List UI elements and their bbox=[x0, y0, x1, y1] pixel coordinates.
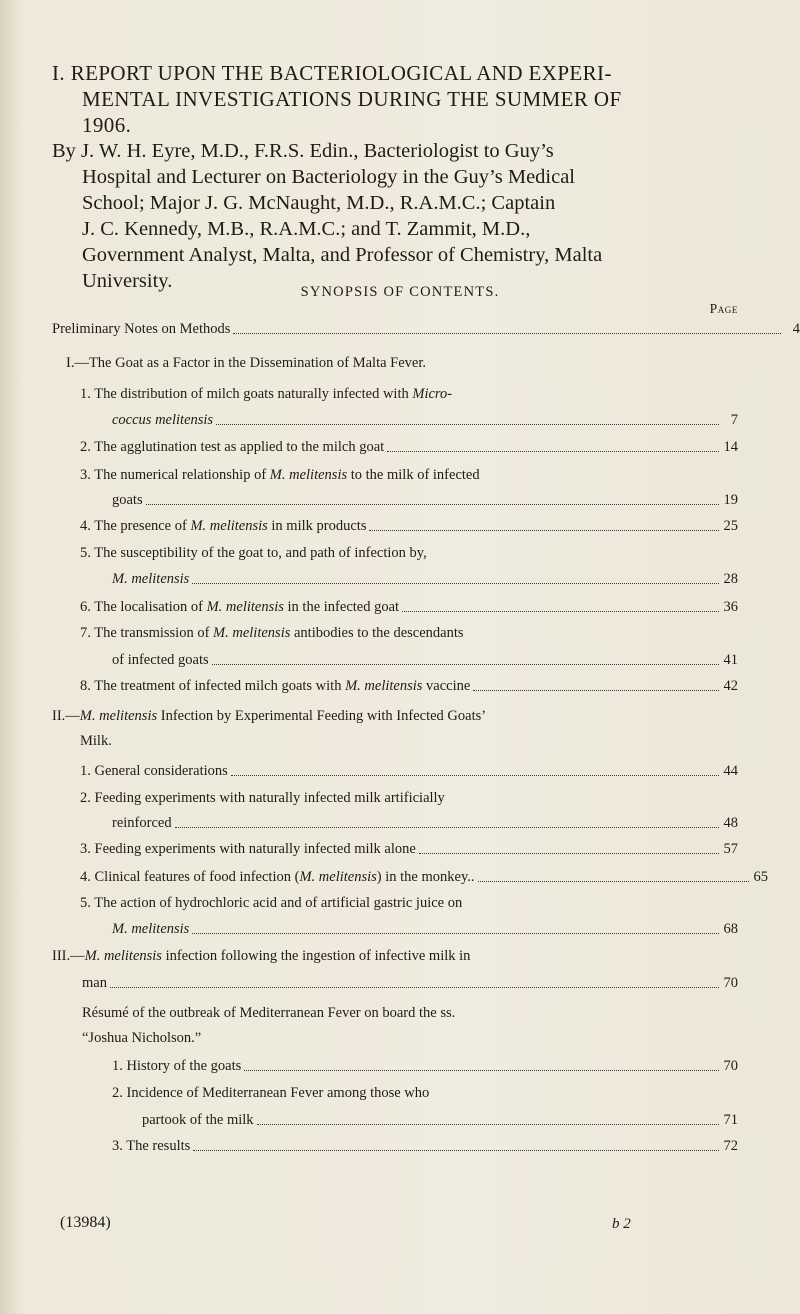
toc-page-number: 48 bbox=[723, 815, 738, 831]
toc-entry-label: 5. The susceptibility of the goat to, and path of infection by, bbox=[80, 545, 427, 561]
toc-page-number: 28 bbox=[723, 571, 738, 587]
byline-line: School; Major J. G. McNaught, M.D., R.A.M.C.; Captain bbox=[82, 192, 556, 214]
toc-entry-label: “Joshua Nicholson.” bbox=[82, 1030, 202, 1046]
authors-byline bbox=[52, 138, 764, 294]
toc-entry-label: 6. The localisation of M. melitensis in the infected goat bbox=[80, 599, 400, 615]
toc-entry bbox=[82, 1004, 455, 1022]
toc-entry-label: partook of the milk bbox=[142, 1112, 254, 1128]
toc-entry-label: 1. The distribution of milch goats naturally infected with Micro- bbox=[80, 386, 453, 402]
toc-entry bbox=[80, 732, 112, 750]
toc-entry bbox=[80, 677, 738, 695]
synopsis-heading: SYNOPSIS OF CONTENTS. bbox=[300, 284, 500, 300]
toc-entry bbox=[82, 1029, 201, 1047]
byline-line: University. bbox=[82, 270, 173, 292]
toc-entry-label: M. melitensis bbox=[112, 571, 190, 587]
signature-mark: b 2 bbox=[612, 1216, 631, 1232]
toc-entry-label: III.—M. melitensis infection following the ingestion of infective milk in bbox=[52, 948, 471, 964]
title-line: I. REPORT UPON THE BACTERIOLOGICAL AND EXPERI- bbox=[52, 61, 612, 85]
toc-entry bbox=[112, 570, 738, 588]
toc-entry-label: 4. The presence of M. melitensis in milk products bbox=[80, 518, 367, 534]
byline-line: J. C. Kennedy, M.B., R.A.M.C.; and T. Zammit, M.D., bbox=[82, 218, 531, 240]
toc-entry-label: coccus melitensis bbox=[112, 412, 214, 428]
toc-page-number: 14 bbox=[723, 439, 738, 455]
toc-entry bbox=[80, 894, 462, 912]
toc-entry-label: 8. The treatment of infected milch goats with M. melitensis vaccine bbox=[80, 678, 471, 694]
dot-leader bbox=[193, 1150, 719, 1151]
byline-line: Hospital and Lecturer on Bacteriology in the Guy’s Medical bbox=[82, 166, 576, 188]
print-code: (13984) bbox=[60, 1214, 111, 1231]
toc-entry bbox=[112, 1084, 429, 1102]
toc-entry bbox=[80, 517, 738, 535]
toc-page-number: 7 bbox=[730, 412, 738, 428]
byline-line: By J. W. H. Eyre, M.D., F.R.S. Edin., Bacteriologist to Guy’s bbox=[52, 140, 554, 162]
toc-page-number: 36 bbox=[723, 599, 738, 615]
toc-entry bbox=[52, 707, 486, 725]
toc-entry-label: I.—The Goat as a Factor in the Dissemination of Malta Fever. bbox=[66, 355, 426, 371]
toc-entry bbox=[82, 974, 738, 992]
toc-entry bbox=[80, 840, 738, 858]
toc-entry bbox=[112, 651, 738, 669]
toc-entry-label: goats bbox=[112, 492, 143, 508]
toc-entry bbox=[80, 868, 768, 886]
toc-entry-label: 1. History of the goats bbox=[112, 1058, 242, 1074]
toc-page-number: 68 bbox=[723, 921, 738, 937]
toc-entry bbox=[52, 947, 470, 965]
dot-leader bbox=[402, 611, 719, 612]
toc-entry bbox=[112, 411, 738, 429]
toc-entry bbox=[80, 789, 445, 807]
toc-entry-label: of infected goats bbox=[112, 652, 209, 668]
toc-entry bbox=[80, 438, 738, 456]
dot-leader bbox=[419, 853, 719, 854]
toc-entry-label: M. melitensis bbox=[112, 921, 190, 937]
toc-entry-label: 4. Clinical features of food infection (M. melitensis) in the monkey.. bbox=[80, 869, 475, 885]
toc-page-number: 19 bbox=[723, 492, 738, 508]
toc-entry bbox=[80, 762, 738, 780]
toc-entry bbox=[80, 598, 738, 616]
dot-leader bbox=[473, 690, 719, 691]
dot-leader bbox=[212, 664, 719, 665]
toc-entry-label: 7. The transmission of M. melitensis antibodies to the descendants bbox=[80, 625, 464, 641]
dot-leader bbox=[233, 333, 781, 334]
toc-entry bbox=[112, 491, 738, 509]
toc-entry-label: 1. General considerations bbox=[80, 763, 228, 779]
title-line: MENTAL INVESTIGATIONS DURING THE SUMMER OF bbox=[82, 87, 622, 111]
toc-entry bbox=[112, 1137, 738, 1155]
toc-page-number: 44 bbox=[723, 763, 738, 779]
toc-entry bbox=[52, 320, 800, 338]
toc-page-number: 72 bbox=[723, 1138, 738, 1154]
dot-leader bbox=[175, 827, 719, 828]
toc-entry-label: Résumé of the outbreak of Mediterranean Fever on board the ss. bbox=[82, 1005, 456, 1021]
toc-entry-label: 3. The results bbox=[112, 1138, 191, 1154]
toc-page-number: 71 bbox=[723, 1112, 738, 1128]
toc-entry-label: man bbox=[82, 975, 107, 991]
dot-leader bbox=[110, 987, 719, 988]
toc-entry bbox=[66, 354, 426, 372]
toc-page-number: 65 bbox=[753, 869, 768, 885]
toc-entry-label: 2. Feeding experiments with naturally infected milk artificially bbox=[80, 790, 445, 806]
toc-page-number: 41 bbox=[723, 652, 738, 668]
dot-leader bbox=[146, 504, 719, 505]
toc-page-number: 4 bbox=[792, 321, 800, 337]
toc-entry-label: 3. Feeding experiments with naturally infected milk alone bbox=[80, 841, 416, 857]
toc-page-number: 25 bbox=[723, 518, 738, 534]
dot-leader bbox=[387, 451, 719, 452]
toc-page-number: 70 bbox=[723, 1058, 738, 1074]
toc-entry-label: reinforced bbox=[112, 815, 172, 831]
dot-leader bbox=[192, 933, 719, 934]
toc-page-number: 42 bbox=[723, 678, 738, 694]
toc-entry-label: 2. Incidence of Mediterranean Fever among those who bbox=[112, 1085, 430, 1101]
title-line: 1906. bbox=[82, 113, 132, 137]
dot-leader bbox=[216, 424, 719, 425]
toc-entry-label: II.—M. melitensis Infection by Experimental Feeding with Infected Goats’ bbox=[52, 708, 487, 724]
toc-entry bbox=[142, 1111, 738, 1129]
dot-leader bbox=[244, 1070, 719, 1071]
toc-entry-label: Preliminary Notes on Methods bbox=[52, 321, 231, 337]
toc-page-number: 70 bbox=[723, 975, 738, 991]
toc-entry bbox=[112, 1057, 738, 1075]
dot-leader bbox=[231, 775, 719, 776]
dot-leader bbox=[257, 1124, 719, 1125]
toc-entry-label: Milk. bbox=[80, 733, 112, 749]
dot-leader bbox=[192, 583, 719, 584]
toc-entry-label: 2. The agglutination test as applied to the milch goat bbox=[80, 439, 385, 455]
toc-entry bbox=[112, 920, 738, 938]
toc-page-number: 57 bbox=[723, 841, 738, 857]
page-column-heading: Page bbox=[709, 301, 738, 316]
dot-leader bbox=[478, 881, 749, 882]
byline-line: Government Analyst, Malta, and Professor of Chemistry, Malta bbox=[82, 244, 603, 266]
dot-leader bbox=[369, 530, 719, 531]
toc-entry bbox=[80, 544, 427, 562]
toc-entry-label: 5. The action of hydrochloric acid and of artificial gastric juice on bbox=[80, 895, 463, 911]
toc-entry bbox=[112, 814, 738, 832]
report-title bbox=[52, 60, 762, 138]
toc-entry bbox=[80, 624, 464, 642]
toc-entry bbox=[80, 466, 480, 484]
toc-entry-label: 3. The numerical relationship of M. melitensis to the milk of infected bbox=[80, 467, 480, 483]
toc-entry bbox=[80, 385, 452, 403]
